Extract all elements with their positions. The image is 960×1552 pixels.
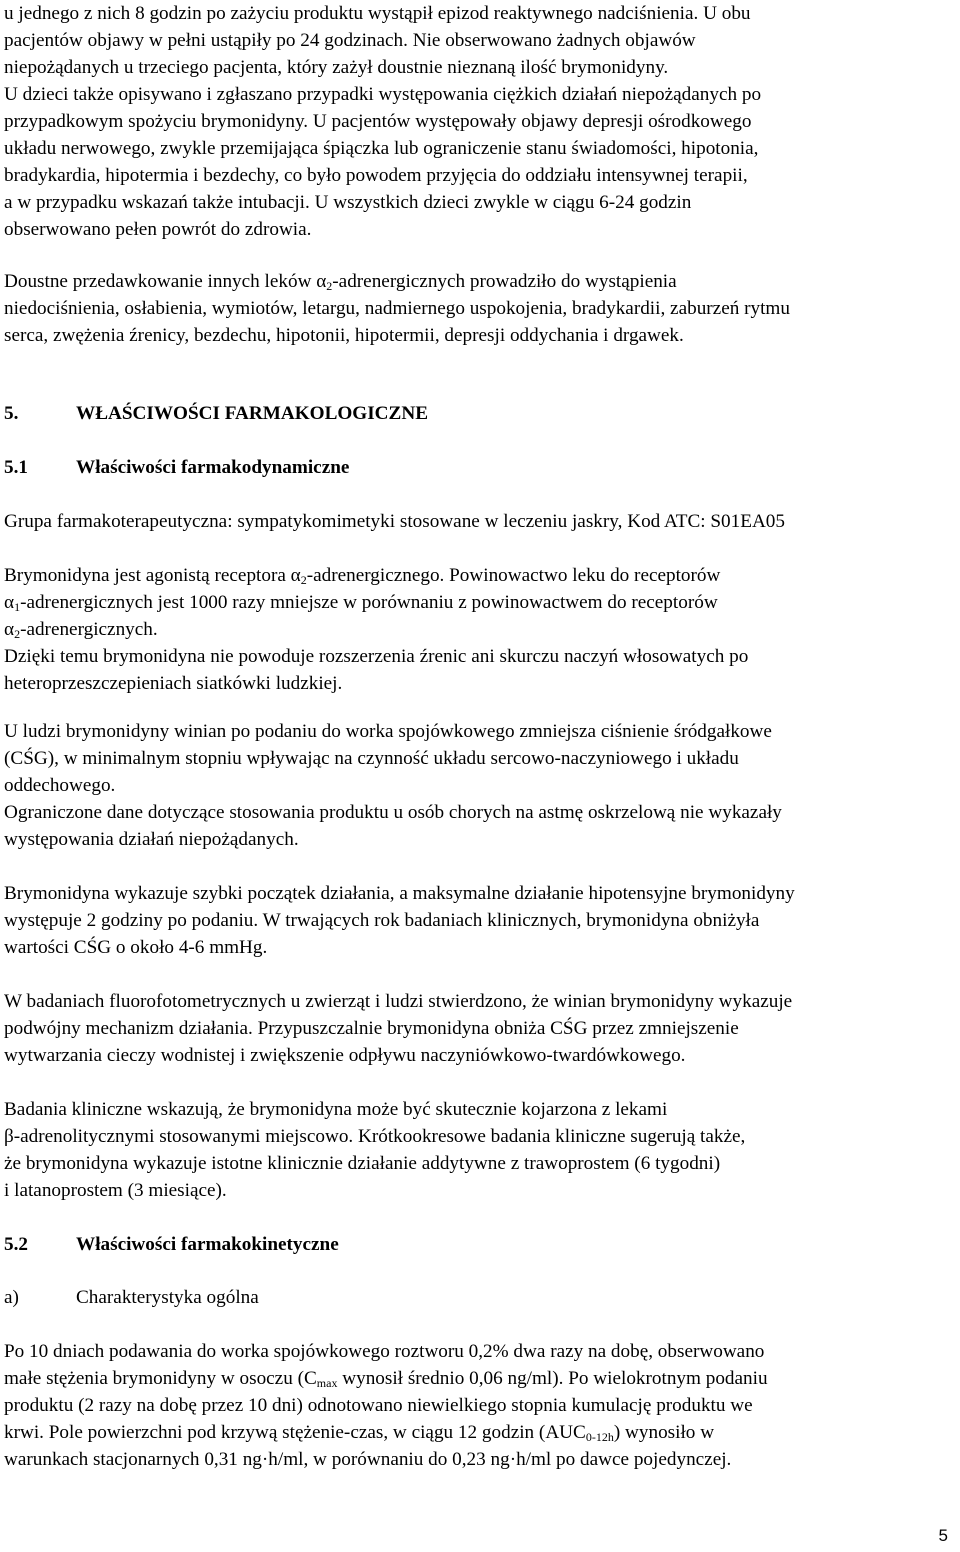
text-line: wartości CŚG o około 4-6 mmHg. xyxy=(4,937,268,958)
text-line: niepożądanych u trzeciego pacjenta, który zażył doustnie nieznaną ilość brymonidyny. xyxy=(4,57,669,78)
text-line: U ludzi brymonidyny winian po podaniu do worka spojówkowego zmniejsza ciśnienie śródgałkowe xyxy=(4,721,772,742)
text-line: występuje 2 godziny po podaniu. W trwających rok badaniach klinicznych, brymonidyna obniżyła xyxy=(4,910,760,931)
text-line: Brymonidyna wykazuje szybki początek działania, a maksymalne działanie hipotensyjne brymonidyny xyxy=(4,883,795,904)
text-span: α xyxy=(4,619,15,640)
paragraph-clinical-studies xyxy=(4,1096,956,1204)
text-line xyxy=(4,589,956,616)
section-heading-5 xyxy=(4,400,956,427)
paragraph-atc-group xyxy=(4,508,956,535)
text-line: β-adrenolitycznymi stosowanymi miejscowo. Krótkookresowe badania kliniczne sugerują także, xyxy=(4,1126,746,1147)
text-line xyxy=(4,616,956,643)
text-span: -adrenergicznych. xyxy=(20,619,158,640)
subsection-number: a) xyxy=(4,1287,19,1308)
text-span: małe stężenia brymonidyny w osoczu (C xyxy=(4,1368,317,1389)
subscript: 2 xyxy=(300,573,307,587)
text-span: Brymonidyna jest agonistą receptora α xyxy=(4,565,301,586)
text-span: U pacjentów występowały objawy depresji ośrodkowego xyxy=(308,111,752,132)
text-line: heteroprzeszczepieniach siatkówki ludzkiej. xyxy=(4,673,343,694)
text-line xyxy=(4,562,956,589)
text-line: i latanoprostem (3 miesiące). xyxy=(4,1180,227,1201)
section-title: Właściwości farmakokinetyczne xyxy=(76,1234,339,1255)
section-number: 5.1 xyxy=(4,457,28,478)
text-span: α xyxy=(4,592,15,613)
text-span: U wszystkich dzieci zwykle w ciągu 6-24 godzin xyxy=(309,192,692,213)
section-heading-5-2 xyxy=(4,1231,956,1258)
subscript: 1 xyxy=(14,600,21,614)
text-line: Dzięki temu brymonidyna nie powoduje rozszerzenia źrenic ani skurczu naczyń włosowatych po xyxy=(4,646,749,667)
subscript: max xyxy=(316,1376,338,1390)
text-line: wytwarzania cieczy wodnistej i zwiększenie odpływu naczyniówkowo-twardówkowego. xyxy=(4,1045,686,1066)
text-line: występowania działań niepożądanych. xyxy=(4,829,299,850)
text-line xyxy=(4,189,956,216)
section-title: Właściwości farmakodynamiczne xyxy=(76,457,350,478)
text-span: ) wynosiło w xyxy=(613,1422,715,1443)
text-span: wynosił średnio 0,06 ng/ml). Po wielokrotnym podaniu xyxy=(337,1368,768,1389)
subscript: 0-12h xyxy=(585,1430,614,1444)
text-line: warunkach stacjonarnych 0,31 ng·h/ml, w porównaniu do 0,23 ng·h/ml po dawce pojedynczej. xyxy=(4,1449,732,1470)
paragraph-agonist xyxy=(4,562,956,697)
paragraph-pharmacokinetics xyxy=(4,1338,956,1473)
subsection-title: Charakterystyka ogólna xyxy=(76,1287,259,1308)
page-number: 5 xyxy=(938,1526,948,1545)
text-line: obserwowano pełen powrót do zdrowia. xyxy=(4,219,312,240)
text-line: serca, zwężenia źrenicy, bezdechu, hipotonii, hipotermii, depresji oddychania i drgawek. xyxy=(4,325,684,346)
text-span: Doustne przedawkowanie innych leków α xyxy=(4,271,327,292)
text-line: podwójny mechanizm działania. Przypuszczalnie brymonidyna obniża CŚG przez zmniejszenie xyxy=(4,1018,739,1039)
text-line xyxy=(4,1419,956,1446)
subscript: 2 xyxy=(326,279,333,293)
text-span: -adrenergicznego. Powinowactwo leku do receptorów xyxy=(306,565,721,586)
text-line: (CŚG), w minimalnym stopniu wpływając na czynność układu sercowo-naczyniowego i układu xyxy=(4,748,739,769)
text-span: krwi. Pole powierzchni pod krzywą stężenie-czas, w ciągu 12 godzin (AUC xyxy=(4,1422,586,1443)
paragraph-other-agonists-overdose xyxy=(4,268,956,349)
text-span: a w przypadku wskazań także intubacji. xyxy=(4,192,310,213)
section-heading-5-1 xyxy=(4,454,956,481)
text-line: u jednego z nich 8 godzin po zażyciu produktu wystąpił epizod reaktywnego nadciśnienia. U obu xyxy=(4,3,751,24)
paragraph-fluorophotometry xyxy=(4,988,956,1069)
text-line: bradykardia, hipotermia i bezdechy, co było powodem przyjęcia do oddziału intensywnej terapii, xyxy=(4,165,748,186)
text-line: pacjentów objawy w pełni ustąpiły po 24 godzinach. Nie obserwowano żadnych objawów xyxy=(4,30,696,51)
text-line xyxy=(4,108,956,135)
subscript: 2 xyxy=(14,627,21,641)
text-line xyxy=(4,1365,956,1392)
text-span: -adrenergicznych prowadziło do wystąpienia xyxy=(332,271,677,292)
section-number: 5.2 xyxy=(4,1234,28,1255)
text-line: że brymonidyna wykazuje istotne klinicznie działanie addytywne z trawoprostem (6 tygodni) xyxy=(4,1153,721,1174)
text-line: U dzieci także opisywano i zgłaszano przypadki występowania ciężkich działań niepożądanych po xyxy=(4,84,762,105)
section-number: 5. xyxy=(4,403,19,424)
text-line: W badaniach fluorofotometrycznych u zwierząt i ludzi stwierdzono, że winian brymonidyny wykazuje xyxy=(4,991,793,1012)
text-line: Ograniczone dane dotyczące stosowania produktu u osób chorych na astmę oskrzelową nie wykazały xyxy=(4,802,782,823)
text-line: produktu (2 razy na dobę przez 10 dni) odnotowano niewielkiego stopnia kumulację produktu we xyxy=(4,1395,753,1416)
text-line: Po 10 dniach podawania do worka spojówkowego roztworu 0,2% dwa razy na dobę, obserwowano xyxy=(4,1341,765,1362)
text-line: Badania kliniczne wskazują, że brymonidyna może być skutecznie kojarzona z lekami xyxy=(4,1099,668,1120)
paragraph-overdose-children xyxy=(4,0,956,243)
text-line: układu nerwowego, zwykle przemijająca śpiączka lub ograniczenie stanu świadomości, hipotonia, xyxy=(4,138,759,159)
text-span: przypadkowym spożyciu brymonidyny. xyxy=(4,111,309,132)
text-line xyxy=(4,268,956,295)
text-line: oddechowego. xyxy=(4,775,116,796)
text-line: niedociśnienia, osłabienia, wymiotów, letargu, nadmiernego uspokojenia, bradykardii, zaburzeń rytmu xyxy=(4,298,790,319)
section-title: WŁAŚCIWOŚCI FARMAKOLOGICZNE xyxy=(76,403,428,424)
text-span: -adrenergicznych jest 1000 razy mniejsze w porównaniu z powinowactwem do receptorów xyxy=(20,592,718,613)
paragraph-onset xyxy=(4,880,956,961)
paragraph-iop xyxy=(4,718,956,853)
text-line: Grupa farmakoterapeutyczna: sympatykomimetyki stosowane w leczeniu jaskry, Kod ATC: S01EA05 xyxy=(4,511,785,532)
subsection-heading-a xyxy=(4,1284,956,1311)
